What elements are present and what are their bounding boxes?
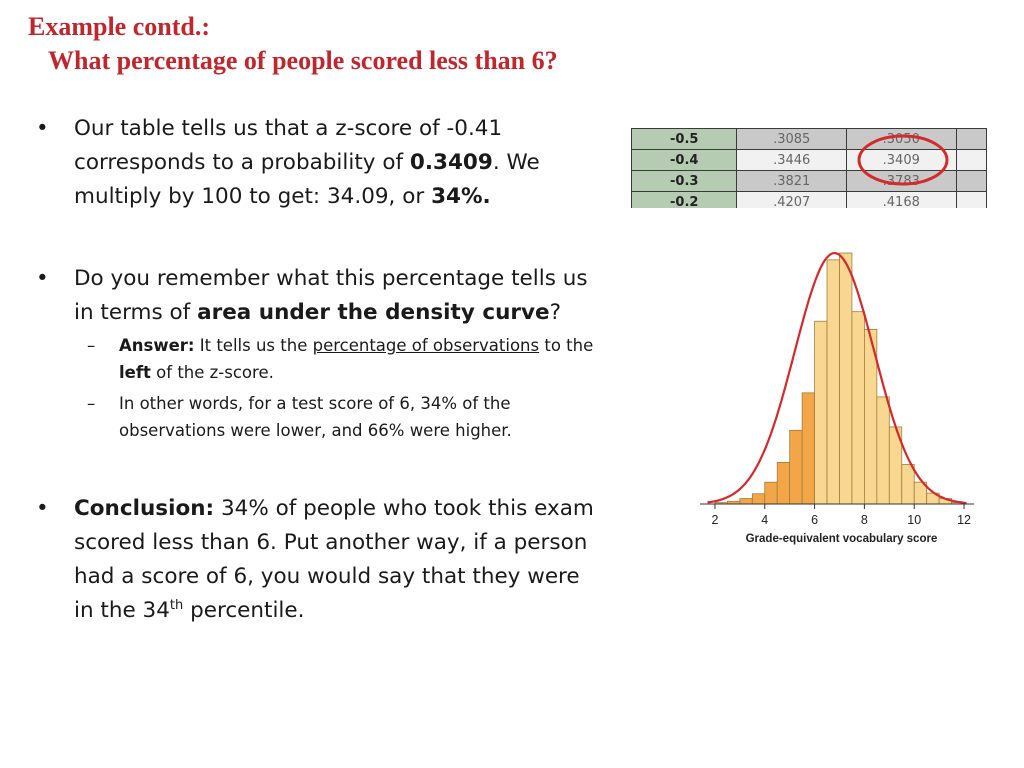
probability-cell: .4207 bbox=[737, 192, 847, 209]
bullet-conclusion bbox=[32, 492, 602, 628]
histogram-bar bbox=[877, 397, 889, 504]
title-line-2: What percentage of people scored less than 6? bbox=[48, 46, 558, 75]
bullet-text: percentile. bbox=[183, 598, 305, 623]
x-tick-label: 12 bbox=[957, 513, 971, 527]
bullet-text: 34% of people who took this exam scored less than 6. Put another way, if a person had a score of 6, you would say that they were in the 34 bbox=[74, 496, 594, 623]
sub-bullet-dash: – bbox=[87, 394, 96, 413]
histogram-bar bbox=[777, 462, 789, 504]
bullet-dot: • bbox=[36, 116, 49, 141]
bullet-dot: • bbox=[36, 266, 49, 291]
probability-cell: .3050 bbox=[847, 129, 957, 150]
sub-bullet-text: It tells us the bbox=[194, 336, 313, 355]
sub-bullet-text: to the bbox=[539, 336, 594, 355]
z-table-excerpt bbox=[631, 128, 987, 208]
ordinal-superscript: th bbox=[169, 597, 184, 613]
sub-bullet-text: In other words, for a test score of 6, 34% of the observations were lower, and 66% were higher. bbox=[119, 394, 512, 440]
z-value-cell: -0.2 bbox=[632, 192, 737, 209]
z-value-cell: -0.5 bbox=[632, 129, 737, 150]
x-tick-label: 2 bbox=[711, 513, 719, 527]
histogram-figure bbox=[690, 242, 980, 556]
histogram-bar bbox=[902, 464, 914, 504]
sub-bullet-text: of the z-score. bbox=[150, 363, 274, 382]
bullet-dot: • bbox=[36, 496, 49, 521]
histogram-bar bbox=[790, 430, 802, 504]
x-axis-label: Grade-equivalent vocabulary score bbox=[745, 533, 938, 545]
conclusion-label: Conclusion: bbox=[74, 496, 215, 521]
x-tick-label: 6 bbox=[811, 513, 819, 527]
histogram-bar bbox=[802, 393, 814, 504]
sub-bullet-in-other-words bbox=[32, 390, 602, 444]
x-tick-label: 10 bbox=[907, 513, 922, 527]
title-line-1: Example contd.: bbox=[28, 12, 210, 41]
z-value-cell: -0.4 bbox=[632, 150, 737, 171]
probability-cell: .3446 bbox=[737, 150, 847, 171]
bullet-bold: 34%. bbox=[431, 184, 491, 209]
sub-bullet-underline: percentage of observations bbox=[312, 336, 540, 355]
bullet-text: Do you remember what this percentage tells us in terms of bbox=[74, 266, 588, 325]
bullet-area-question bbox=[32, 262, 602, 330]
probability-cell: .3821 bbox=[737, 171, 847, 192]
bullet-z-score-probability bbox=[32, 112, 602, 214]
z-value-cell: -0.3 bbox=[632, 171, 737, 192]
histogram-bar bbox=[827, 260, 839, 504]
bullet-text: ? bbox=[549, 300, 561, 325]
histogram-bar bbox=[839, 253, 851, 504]
z-table-overlay bbox=[631, 128, 987, 208]
x-tick-label: 8 bbox=[860, 513, 868, 527]
histogram-chart bbox=[690, 242, 980, 552]
probability-cell: .3409 bbox=[847, 150, 957, 171]
sub-bullet-bold: left bbox=[119, 363, 151, 382]
histogram-bar bbox=[765, 482, 777, 504]
bullet-bold: area under the density curve bbox=[197, 300, 550, 325]
probability-cell: .3085 bbox=[737, 129, 847, 150]
histogram-bar bbox=[740, 499, 752, 504]
highlight-circle bbox=[859, 136, 947, 184]
sub-bullet-answer bbox=[32, 332, 602, 386]
probability-cell: .4168 bbox=[847, 192, 957, 209]
histogram-bar bbox=[815, 321, 827, 504]
sub-bullet-dash: – bbox=[87, 336, 96, 355]
slide-title bbox=[28, 10, 558, 78]
answer-label: Answer: bbox=[119, 336, 195, 355]
bullet-list bbox=[32, 112, 602, 628]
bullet-text: Our table tells us that a z-score of -0.41 corresponds to a probability of bbox=[74, 116, 503, 175]
bullet-bold: 0.3409 bbox=[409, 150, 493, 175]
probability-cell: .3783 bbox=[847, 171, 957, 192]
histogram-bar bbox=[752, 494, 764, 504]
bullet-text: . We multiply by 100 to get: 34.09, or bbox=[74, 150, 540, 209]
histogram-bar bbox=[852, 312, 864, 504]
x-tick-label: 4 bbox=[761, 513, 769, 527]
